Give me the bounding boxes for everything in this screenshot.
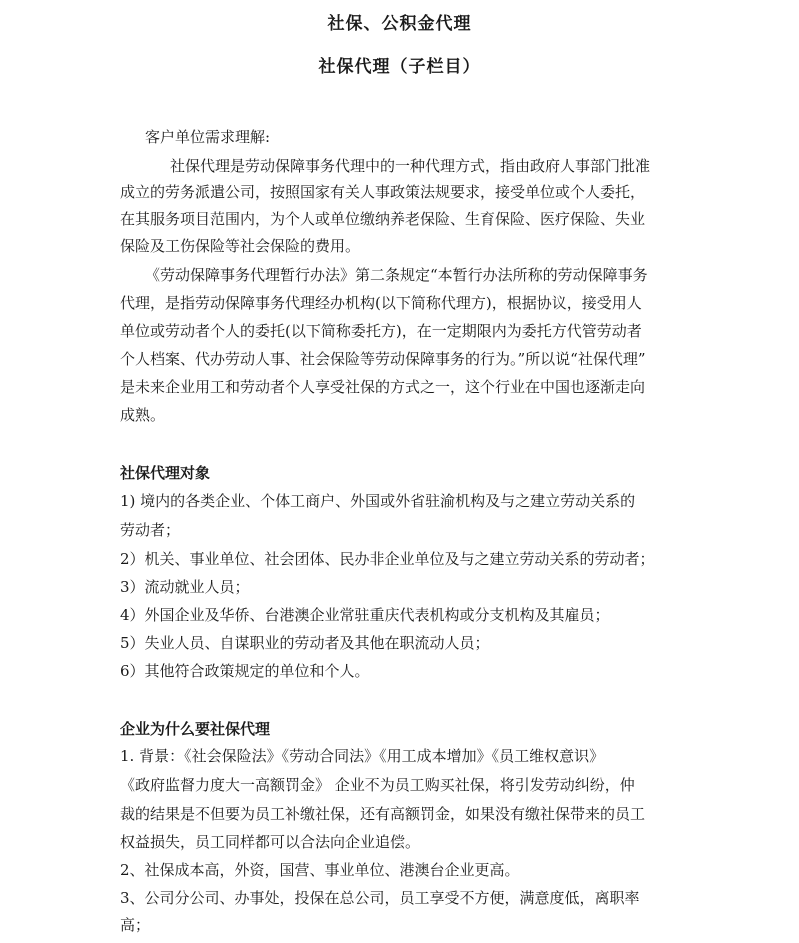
list-item: 1. 背景：《社会保险法》《劳动合同法》《用工成本增加》《员工维权意识》 bbox=[120, 747, 605, 765]
intro-p1-line: 保险及工伤保险等社会保险的费用。 bbox=[120, 237, 361, 255]
intro-p2-line: 个人档案、代办劳动人事、社会保险等劳动保障事务的行为。”所以说“社保代理” bbox=[120, 350, 646, 368]
page-subtitle: 社保代理（子栏目） bbox=[318, 57, 481, 77]
intro-p1-line: 社保代理是劳动保障事务代理中的一种代理方式，指由政府人事部门批准 bbox=[170, 157, 651, 175]
list-item: 权益损失，员工同样都可以合法向企业追偿。 bbox=[120, 833, 421, 851]
list-item: 4）外国企业及华侨、台港澳企业常驻重庆代表机构或分支机构及其雇员； bbox=[120, 606, 610, 624]
intro-p1-line: 在其服务项目范围内，为个人或单位缴纳养老保险、生育保险、医疗保险、失业 bbox=[120, 210, 646, 228]
intro-p2-line: 是未来企业用工和劳动者个人享受社保的方式之一，这个行业在中国也逐渐走向 bbox=[120, 378, 646, 396]
list-item: 1) 境内的各类企业、个体工商户、外国或外省驻渝机构及与之建立劳动关系的 bbox=[120, 492, 636, 510]
list-item: 2、社保成本高，外资，国营、事业单位、港澳台企业更高。 bbox=[120, 861, 520, 879]
list-item: 劳动者； bbox=[120, 521, 181, 539]
list-item: 2）机关、事业单位、社会团体、民办非企业单位及与之建立劳动关系的劳动者； bbox=[120, 550, 655, 568]
list-item: 3）流动就业人员； bbox=[120, 578, 250, 596]
intro-p2-line: 代理，是指劳动保障事务代理经办机构(以下简称代理方)，根据协议，接受用人 bbox=[120, 294, 642, 312]
intro-p2-line: 成熟。 bbox=[120, 406, 166, 424]
list-item: 6）其他符合政策规定的单位和个人。 bbox=[120, 662, 370, 680]
section-heading-targets: 社保代理对象 bbox=[120, 464, 211, 482]
intro-label: 客户单位需求理解: bbox=[145, 128, 271, 146]
intro-p2-line: 单位或劳动者个人的委托(以下简称委托方)，在一定期限内为委托方代管劳动者 bbox=[120, 322, 642, 340]
page-title: 社保、公积金代理 bbox=[327, 14, 472, 34]
list-item: 5）失业人员、自谋职业的劳动者及其他在职流动人员； bbox=[120, 634, 490, 652]
intro-p2-line: 《劳动保障事务代理暂行办法》第二条规定“本暂行办法所称的劳动保障事务 bbox=[145, 266, 648, 284]
list-item: 《政府监督力度大一高额罚金》 企业不为员工购买社保，将引发劳动纠纷，仲 bbox=[120, 776, 635, 794]
intro-p1-line: 成立的劳务派遣公司，按照国家有关人事政策法规要求，接受单位或个人委托， bbox=[120, 183, 646, 201]
section-heading-reasons: 企业为什么要社保代理 bbox=[120, 720, 271, 738]
list-item: 3、公司分公司、办事处，投保在总公司，员工享受不方便，满意度低，离职率 bbox=[120, 889, 640, 907]
list-item: 裁的结果是不但要为员工补缴社保，还有高额罚金，如果没有缴社保带来的员工 bbox=[120, 805, 646, 823]
list-item: 高； bbox=[120, 916, 151, 934]
